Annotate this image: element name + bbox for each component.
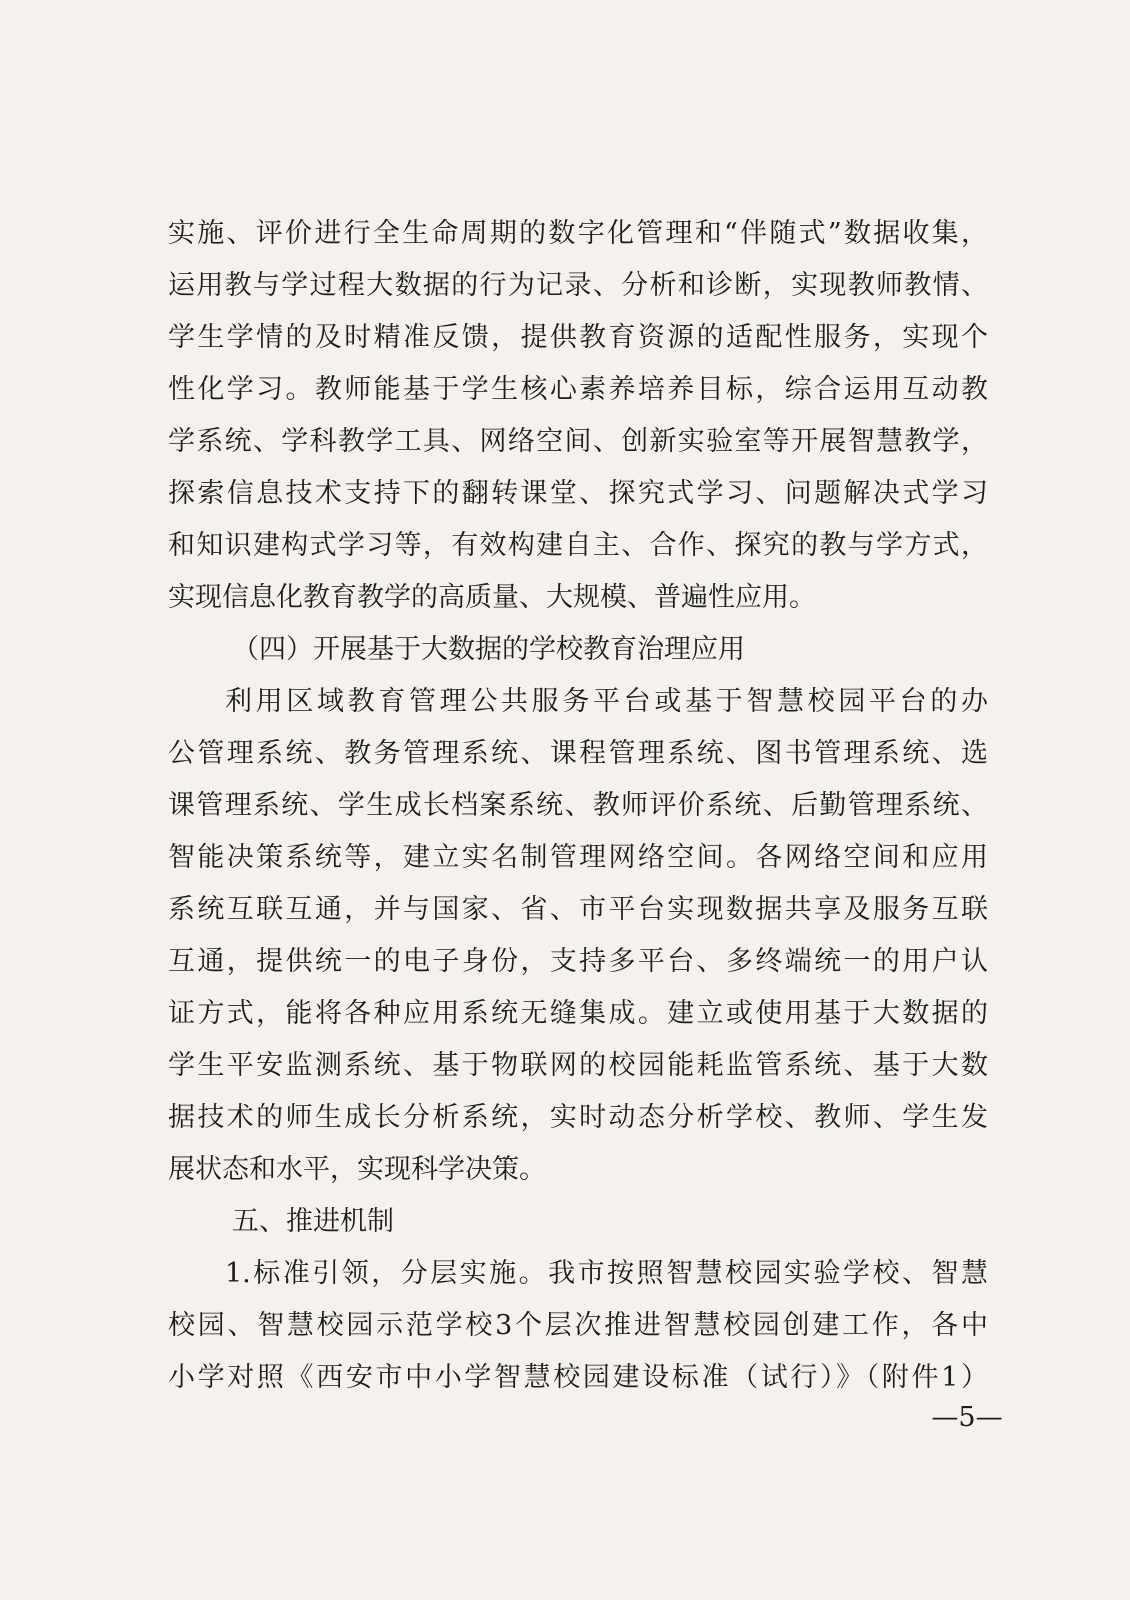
- section-heading: （四）开展基于大数据的学校教育治理应用: [232, 634, 745, 665]
- text-line: 利用区域教育管理公共服务平台或基于智慧校园平台的办: [225, 686, 988, 717]
- text-line: 互通，提供统一的电子身份，支持多平台、多终端统一的用户认: [168, 946, 988, 977]
- text-line: 实现信息化教育教学的高质量、大规模、普遍性应用。: [168, 582, 816, 613]
- text-line: 探索信息技术支持下的翻转课堂、探究式学习、问题解决式学习: [168, 478, 988, 509]
- text-line: 和知识建构式学习等，有效构建自主、合作、探究的教与学方式，: [168, 530, 988, 561]
- page-number: —5—: [931, 1402, 1003, 1433]
- text-line: 展状态和水平，实现科学决策。: [168, 1154, 546, 1185]
- text-line: 据技术的师生成长分析系统，实时动态分析学校、教师、学生发: [168, 1102, 988, 1133]
- text-line: 性化学习。教师能基于学生核心素养培养目标，综合运用互动教: [168, 374, 988, 405]
- text-line: 校园、智慧校园示范学校3个层次推进智慧校园创建工作，各中: [168, 1310, 988, 1341]
- text-line: 系统互联互通，并与国家、省、市平台实现数据共享及服务互联: [168, 894, 988, 925]
- text-line: 智能决策系统等，建立实名制管理网络空间。各网络空间和应用: [168, 842, 988, 873]
- text-line: 实施、评价进行全生命周期的数字化管理和“伴随式”数据收集，: [168, 218, 988, 249]
- text-line: 课管理系统、学生成长档案系统、教师评价系统、后勤管理系统、: [168, 790, 988, 821]
- text-line: 证方式，能将各种应用系统无缝集成。建立或使用基于大数据的: [168, 998, 988, 1029]
- text-line: 运用教与学过程大数据的行为记录、分析和诊断，实现教师教情、: [168, 270, 988, 301]
- text-line: 学系统、学科教学工具、网络空间、创新实验室等开展智慧教学，: [168, 426, 988, 457]
- text-line: 1.标准引领，分层实施。我市按照智慧校园实验学校、智慧: [225, 1258, 988, 1289]
- text-line: 学生平安监测系统、基于物联网的校园能耗监管系统、基于大数: [168, 1050, 988, 1081]
- text-line: 小学对照《西安市中小学智慧校园建设标准（试行）》（附件1）: [168, 1362, 988, 1393]
- section-heading: 五、推进机制: [232, 1206, 394, 1237]
- text-line: 公管理系统、教务管理系统、课程管理系统、图书管理系统、选: [168, 738, 988, 769]
- text-line: 学生学情的及时精准反馈，提供教育资源的适配性服务，实现个: [168, 322, 988, 353]
